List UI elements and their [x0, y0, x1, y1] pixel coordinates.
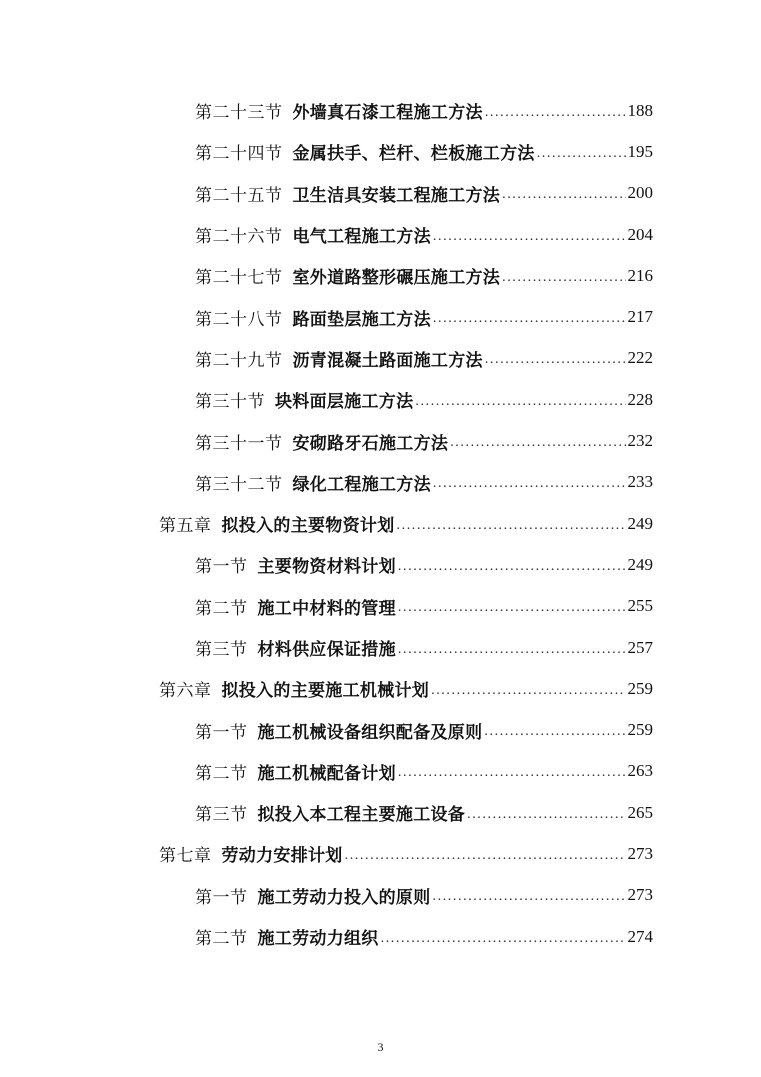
toc-entry-page: 255 — [627, 596, 653, 616]
dot-leader — [433, 473, 626, 491]
dot-leader — [485, 102, 626, 120]
toc-entry-label: 第二十四节 — [195, 144, 283, 165]
toc-entry[interactable] — [0, 586, 761, 627]
toc-entry-page: 263 — [627, 761, 653, 781]
dot-leader — [345, 845, 626, 863]
toc-entry-label: 第二节 — [195, 598, 248, 619]
toc-entry-label: 第五章 — [159, 516, 212, 537]
dot-leader — [397, 515, 626, 533]
toc-entry-page: 249 — [627, 554, 653, 574]
toc-entry-title: 卫生洁具安装工程施工方法 — [292, 185, 501, 206]
toc-entry-page: 217 — [627, 307, 653, 327]
toc-entry[interactable] — [0, 214, 761, 255]
toc-entry[interactable] — [0, 131, 761, 172]
dot-leader — [485, 349, 626, 367]
toc-entry-page: 259 — [627, 678, 653, 698]
toc-entry-label: 第二十三节 — [195, 103, 283, 124]
toc-entry-title: 施工机械配备计划 — [257, 763, 396, 784]
toc-entry-title: 施工劳动力组织 — [257, 929, 379, 950]
toc-entry-page: 228 — [627, 389, 653, 409]
dot-leader — [381, 928, 626, 946]
toc-entry[interactable] — [0, 173, 761, 214]
toc-entry-label: 第三节 — [195, 640, 248, 660]
toc-entry-label: 第二十八节 — [195, 309, 283, 330]
toc-entry[interactable] — [0, 544, 761, 585]
toc-entry-title: 材料供应保证措施 — [257, 640, 396, 660]
dot-leader — [537, 143, 626, 161]
toc-entry-title: 绿化工程施工方法 — [292, 474, 431, 495]
toc-entry-label: 第一节 — [195, 887, 248, 908]
toc-entry-page: 222 — [627, 348, 653, 368]
dot-leader — [433, 308, 626, 326]
toc-entry-title: 外墙真石漆工程施工方法 — [292, 103, 483, 124]
dot-leader — [398, 639, 626, 657]
toc-entry-page: 232 — [627, 431, 653, 451]
toc-entry-label: 第二十五节 — [195, 185, 283, 206]
toc-entry-title: 电气工程施工方法 — [292, 227, 431, 248]
toc-entry[interactable] — [0, 379, 761, 420]
toc-chapter-entry[interactable] — [0, 503, 761, 544]
toc-entry-title: 路面垫层施工方法 — [292, 309, 431, 330]
toc-entry-page: 249 — [627, 513, 653, 533]
toc-entry-page: 216 — [627, 265, 653, 285]
toc-entry-label: 第二十九节 — [195, 350, 283, 371]
toc-entry-label: 第三十二节 — [195, 474, 283, 495]
toc-entry[interactable] — [0, 792, 761, 833]
dot-leader — [484, 721, 625, 739]
toc-entry[interactable] — [0, 296, 761, 337]
toc-chapter-entry[interactable] — [0, 833, 761, 874]
toc-entry-title: 沥青混凝土路面施工方法 — [292, 350, 483, 371]
dot-leader — [415, 391, 625, 409]
toc-entry-title: 拟投入的主要施工机械计划 — [221, 681, 430, 702]
toc-entry-label: 第七章 — [159, 846, 212, 867]
toc-entry-label: 第二节 — [195, 763, 248, 784]
toc-entry-title: 块料面层施工方法 — [275, 392, 414, 413]
toc-entry-title: 劳动力安排计划 — [221, 846, 343, 867]
toc-entry[interactable] — [0, 420, 761, 461]
toc-entry-label: 第六章 — [159, 681, 212, 702]
toc-chapter-entry[interactable] — [0, 668, 761, 709]
toc-entry-label: 第三十一节 — [195, 433, 283, 454]
toc-entry-page: 195 — [627, 141, 653, 161]
toc-entry-label: 第二节 — [195, 929, 248, 950]
toc-entry-page: 265 — [627, 802, 653, 822]
toc-entry[interactable] — [0, 462, 761, 503]
toc-entry-page: 274 — [627, 926, 653, 946]
toc-entry[interactable] — [0, 338, 761, 379]
page-number: 3 — [377, 1040, 384, 1054]
toc-entry-title: 安砌路牙石施工方法 — [292, 433, 449, 454]
toc-entry[interactable] — [0, 255, 761, 296]
toc-entry-title: 室外道路整形碾压施工方法 — [292, 268, 501, 289]
dot-leader — [433, 886, 626, 904]
dot-leader — [502, 267, 625, 285]
toc-entry-title: 拟投入本工程主要施工设备 — [257, 805, 466, 826]
toc-entry-page: 259 — [627, 720, 653, 740]
toc-entry-page: 257 — [627, 637, 653, 657]
toc-entry-label: 第三节 — [195, 805, 248, 826]
dot-leader — [398, 762, 626, 780]
toc-entry-page: 204 — [627, 224, 653, 244]
toc-entry-page: 273 — [627, 885, 653, 905]
toc-entry-page: 200 — [627, 183, 653, 203]
dot-leader — [398, 556, 626, 574]
toc-entry[interactable] — [0, 627, 761, 668]
toc-entry[interactable] — [0, 751, 761, 792]
toc-entry-label: 第一节 — [195, 557, 248, 578]
toc-entry-label: 第三十节 — [195, 392, 265, 413]
toc-entry-label: 第二十七节 — [195, 268, 283, 289]
toc-entry-page: 233 — [627, 472, 653, 492]
toc-entry[interactable] — [0, 709, 761, 750]
dot-leader — [398, 597, 626, 615]
toc-entry-title: 主要物资材料计划 — [257, 557, 396, 578]
toc-entry-page: 188 — [627, 100, 653, 120]
toc-entry-title: 施工中材料的管理 — [257, 598, 396, 619]
toc-entry-label: 第二十六节 — [195, 227, 283, 248]
toc-entry-title: 金属扶手、栏杆、栏板施工方法 — [292, 144, 535, 165]
toc-entry-page: 273 — [627, 843, 653, 863]
toc-entry[interactable] — [0, 90, 761, 131]
dot-leader — [450, 432, 625, 450]
dot-leader — [433, 226, 626, 244]
toc-entry-title: 施工机械设备组织配备及原则 — [257, 722, 483, 743]
table-of-contents — [0, 90, 761, 957]
toc-entry-label: 第一节 — [195, 722, 248, 743]
toc-entry[interactable] — [0, 916, 761, 957]
toc-entry[interactable] — [0, 875, 761, 916]
dot-leader — [467, 804, 625, 822]
dot-leader — [502, 184, 625, 202]
dot-leader — [431, 680, 625, 698]
toc-entry-title: 施工劳动力投入的原则 — [257, 887, 431, 908]
toc-entry-title: 拟投入的主要物资计划 — [221, 516, 395, 537]
